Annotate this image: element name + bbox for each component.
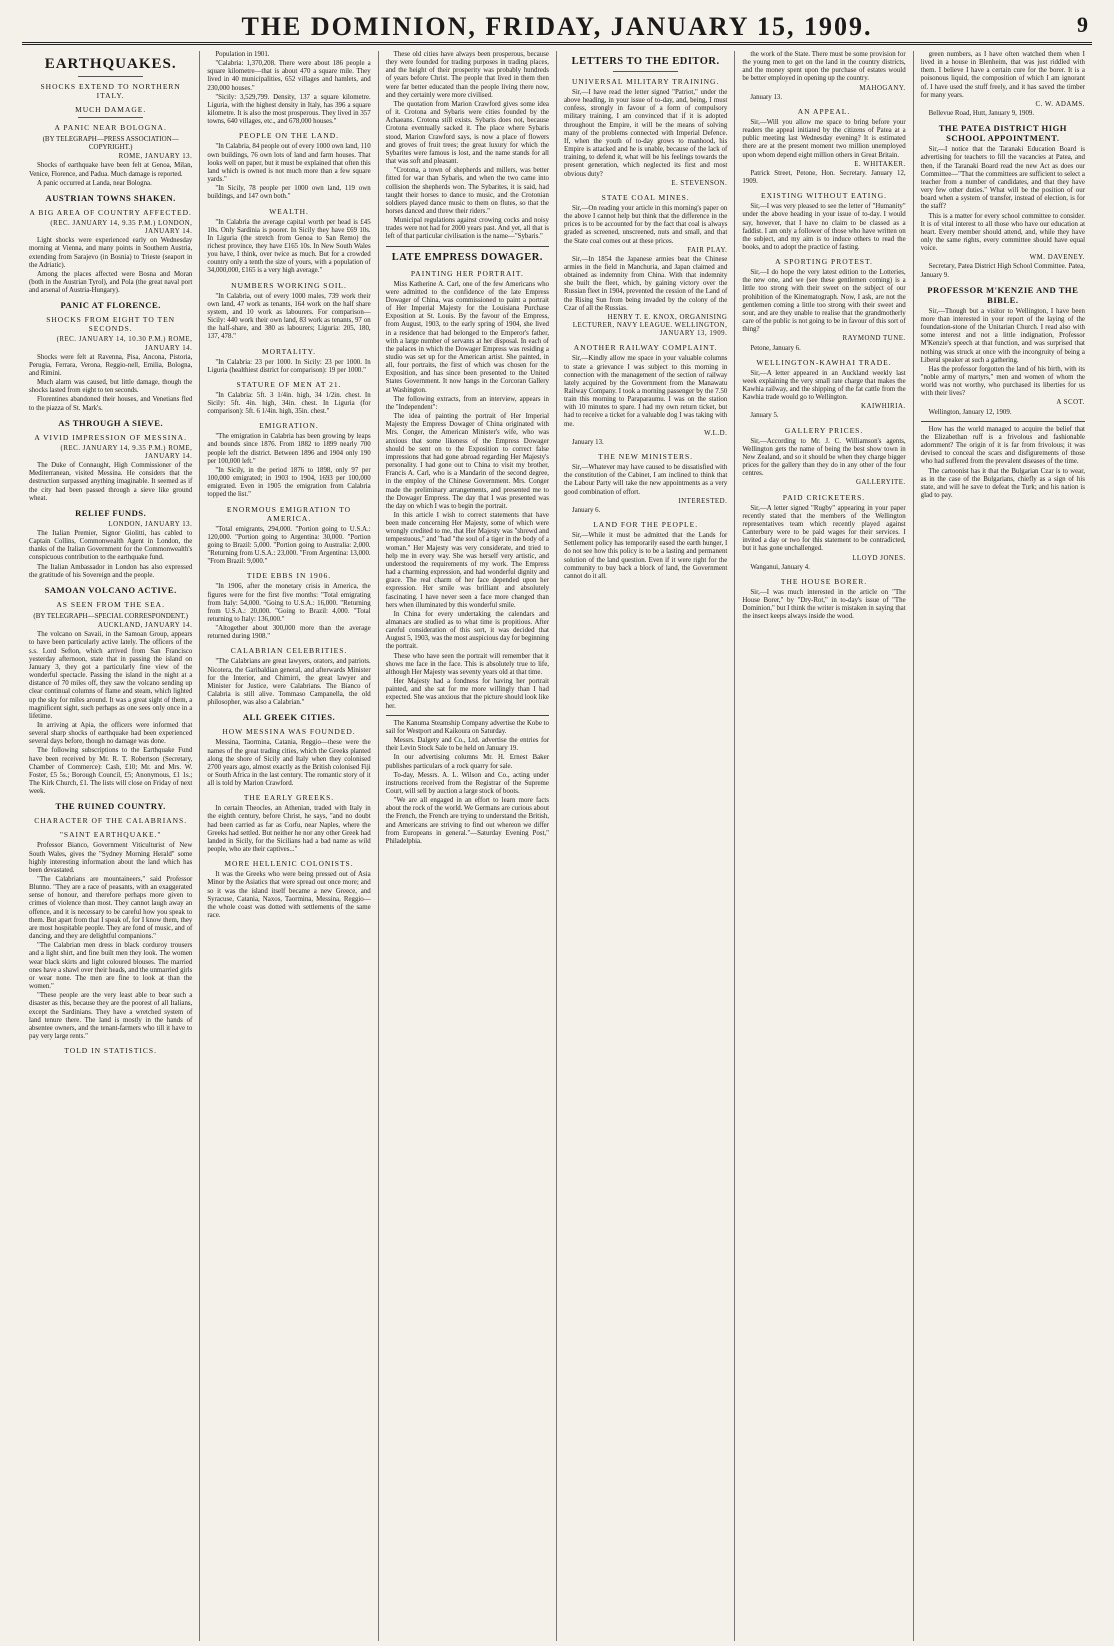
paragraph: Light shocks were experienced early on Wednesday morning at Vienna, and many points in Southern Austria, extending from Sarajevo (in Bosnia) to Trieste (seaport in the Adriatic). xyxy=(29,237,193,269)
column-4 xyxy=(557,51,735,1641)
column-1 xyxy=(22,51,200,1641)
subheading: A PANIC NEAR BOLOGNA. xyxy=(54,123,167,132)
paragraph: The idea of painting the portrait of Her Imperial Majesty the Empress Dowager of China originated with Mrs. Conger, the American Minister's wife, who was anxious that some likeness of the Empress Dowager should be sent on to the Exposition to correct false impressions that had gone abroad regarding Her Majesty's personality. I had gone out to China to visit my brother, Francis A. Carl, who is a Mandarin of the second degree, in the employ of the Chinese Government. Mrs. Conger made the preliminary arrangements, and presented me to the Dowager Empress. The day that I was presented was the day on which I was to begin the portrait. xyxy=(385,413,549,510)
paragraph: Miss Katherine A. Carl, one of the few Americans who were admitted to the confidence of the late Empress Dowager of China, was commissioned to paint a portrait of Her Imperial Majesty for the Louisiana Purchase Exposition at St. Louis. By the favour of the Empress, from August, 1903, to the early spring of 1904, she lived in a residence that had belonged to the Emperor's father, with a large number of servants at her disposal. In each of the palaces in which the Dowager Empress was residing a studio was set up for the American artist. She painted, in all, four portraits, the first of which was chosen for the Exposition, and has since been presented to the United States Government. It now hangs in the Corcoran Gallery at Washington. xyxy=(385,280,549,394)
paragraph: The quotation from Marion Crawford gives some idea of it. Crotona and Sybaris were cities founded by the Achaeans. Crotona still exists. Sybaris does not, because Crotona eventually sacked it. The place where Sybaris stood, Marion Crawford says, is now a place of flowers and groves of fruit trees; the great luxury for which the Sybarites were famous is lost, and the name stands for all that was soft and pleasant. xyxy=(385,100,549,166)
dateline: Wellington, January 12, 1909. xyxy=(928,408,1012,416)
paragraph: Her Majesty had a fondness for having her portrait painted, and she sat for me more willingly than I had expected. She was anxious that the picture should look like her. xyxy=(385,678,549,710)
dateline: Wanganui, January 4. xyxy=(750,563,810,571)
subheading: ANOTHER RAILWAY COMPLAINT. xyxy=(573,343,718,353)
dateline: January 13. xyxy=(571,438,604,446)
paragraph: Messrs. Dalgety and Co., Ltd. advertise the entries for their Levin Stock Sale to be held on January 19. xyxy=(385,737,549,753)
paragraph: Among the places affected were Bosna and Moran (both in the Austrian Tyrol), and Pola (the great naval port and arsenal of Austria-Hungary). xyxy=(29,270,193,295)
column-2 xyxy=(200,51,378,1641)
columns xyxy=(22,51,1092,1641)
dateline: Secretary, Patea District High School Committee. Patea, January 9. xyxy=(920,263,1085,279)
paragraph: Sir,—A letter appeared in an Auckland weekly last week explaining the very small rate charge that makes the Kawhia railway, and the shipping of the fat cattle from the Kawhia trade would go to Wellington. xyxy=(742,369,906,402)
paragraph: "Calabria: 1,370,208. There were about 186 people a square kilometre—that is about 470 a square mile. They lived in 40 municipalities, 652 villages and hamlets, and 230,000 houses." xyxy=(207,60,371,92)
signature: A SCOT. xyxy=(1056,399,1085,407)
signature: WM. DAVENEY. xyxy=(1029,254,1085,262)
paragraph: Sir,—I notice that the Taranaki Education Board is advertising for teachers to fill the vacancies at Patea, and then, if the Taranaki Board read the new Act as does our Committee—"That the committees are sufficient to select a teacher from a number of candidates, and that they have very few other duties." What will be the position of our board when a system of transfer, instead of election, is for the staff? xyxy=(920,146,1085,211)
subheading: EXISTING WITHOUT EATING. xyxy=(760,191,887,201)
subheading: ALL GREEK CITIES. xyxy=(242,712,336,723)
subheading: A SPORTING PROTEST. xyxy=(775,257,873,267)
section-heading-earthquakes: EARTHQUAKES. xyxy=(44,56,177,72)
page-number: 9 xyxy=(1077,12,1088,37)
paragraph: "In Calabria, 84 people out of every 1000 own land, 110 own buildings, 76 own lots of land and farm houses. That looks well on paper, but it must be explained that often this land which is owned is not much more than a few square yards." xyxy=(207,143,371,184)
paragraph: "In Sicily, 78 people per 1000 own land, 119 own buildings, and 147 own both." xyxy=(207,185,371,201)
subheading: PANIC AT FLORENCE. xyxy=(60,300,161,311)
paragraph: In China for every undertaking the calendars and almanacs are studied as to what time is propitious. After careful consideration of this sort, it was decided that August 5, 1903, was the most auspicious day for beginning the portrait. xyxy=(385,610,549,651)
signature: RAYMOND TUNE. xyxy=(842,335,906,343)
subheading: TIDE EBBS IN 1906. xyxy=(246,571,332,581)
dateline: January 13. xyxy=(750,93,783,101)
paragraph: Much alarm was caused, but little damage, though the shocks lasted from eight to ten seconds. xyxy=(29,379,193,395)
subheading: MORTALITY. xyxy=(261,346,316,356)
subheading: NUMBERS WORKING SOIL. xyxy=(231,280,347,290)
paragraph: In certain Theocles, an Athenian, traded with Italy in the eighth century, before Christ, he says, "and no doubt had been carried as far as Corfu, near Naples, where the Greeks had settled. But neither he nor any other Greek had landed in Sicily, for the Sicilians had a bad name as wild people, who ate their captives..." xyxy=(207,805,371,854)
dateline: January 6. xyxy=(571,506,601,514)
signature: LLOYD JONES. xyxy=(852,554,906,562)
dateline: January 5. xyxy=(750,412,779,420)
paragraph: "Sicily: 3,529,799. Density, 137 a square kilometre. Liguria, with the highest density in Italy, has 396 a square kilometre. It is also the most prosperous. They lived in 357 towns, 640 villages, etc., and 678,000 houses." xyxy=(207,93,371,126)
subheading: EMIGRATION. xyxy=(259,421,319,431)
paragraph: "The Calabrians are great lawyers, orators, and patriots. Nicotera, the Garibaldian general, and afterwards Minister for the Interior, and Chimirri, the great lawyer and Minister for Justice, were Calabrians. The Bianco of Calabria is still alive. Tommaso Campanella, the old philosopher, was also a Calabrian." xyxy=(207,658,371,707)
subheading: SAMOAN VOLCANO ACTIVE. xyxy=(44,584,177,595)
subheading: WEALTH. xyxy=(269,206,309,216)
subheading: THE PATEA DISTRICT HIGH SCHOOL APPOINTMENT. xyxy=(938,123,1067,144)
paragraph: Sir,—I was very pleased to see the letter of "Humanity" under the above heading in your issue of to-day. I would say, however, that I have no claim to be classed as a faddist. I am only a follower of those who have written on the subject, and my aim is to induce others to read the books, and to adopt the practice of fasting. xyxy=(742,203,906,251)
paragraph: "In Calabria: 5ft. 3 1/4in. high, 34 1/2in. chest. In Sicily: 5ft. 4in. high, 34in. chest. In Liguria (for comparison): 5ft. 6 1/4in. high, 35in. chest." xyxy=(207,391,371,416)
dateline: LONDON, JANUARY 13. xyxy=(108,520,193,528)
byline: (BY TELEGRAPH—SPECIAL CORRESPONDENT.) xyxy=(33,611,188,620)
paragraph: How has the world managed to acquire the belief that the Elizabethan ruff is a frivolous and fashionable adornment? The origin of it is far from frivolous; it was devised to conceal the scars and disfigurements of those who had suffered from the prevalent diseases of the time. xyxy=(920,425,1085,466)
subheading: PAID CRICKETERS. xyxy=(782,492,866,502)
paragraph: To-day, Messrs. A. L. Wilson and Co., acting under instructions received from the Registrar of the Supreme Court, will sell by auction a large stock of boots. xyxy=(385,771,549,795)
dateline: Petone, January 6. xyxy=(750,344,801,352)
subheading: ENORMOUS EMIGRATION TO AMERICA. xyxy=(226,504,352,523)
signature: INTERESTED. xyxy=(678,497,728,505)
dateline: (REC. JANUARY 14, 10.30 P.M.) ROME, JANUARY 14. xyxy=(56,336,193,352)
paragraph: "The Calabrians are mountaineers," said Professor Blunno. "They are a race of peasants, with an exaggerated sense of honour, and therefore perhaps more given to crimes of violence than most. They cannot laugh away an offence, and it is necessary to be careful how you speak to them. But apart from that I speak of, for I know them, they are most hospitable people. They are fond of music, and of dancing, and they are delightful companions." xyxy=(29,876,193,941)
paragraph: "Total emigrants, 294,000. "Portion going to U.S.A.: 120,000. "Portion going to Argentina: 30,000. "Portion going to Brazil: 5,000. "Portion going to Australia: 2,000. "Returning from U.S.A.: 23,000. "From Argentina: 13,000. "From Brazil: 9,000." xyxy=(207,525,371,566)
paragraph: Has the professor forgotten the land of his birth, with its "noble army of martyrs," men and women of whom the world was not worthy, who purchased its liberties for us with their lives? xyxy=(920,365,1085,398)
signature: E. STEVENSON. xyxy=(671,179,728,187)
paragraph: Sir,—In 1854 the Japanese armies beat the Chinese armies in the field in Manchuria, and Japan claimed and obtained as indemnity from China. With that indemnity she built the fleet, which, by gaining victory over the Russian fleet in 1904, prevented the cession of the Land of the Rising Sun from being invaded by the colony of the Czar of all the Russias. xyxy=(563,255,728,312)
subheading: THE RUINED COUNTRY. xyxy=(55,801,166,812)
dateline: AUCKLAND, JANUARY 14. xyxy=(97,622,193,630)
signature: KAIWHIRIA. xyxy=(861,403,906,411)
subheading: PEOPLE ON THE LAND. xyxy=(238,131,340,141)
subheading: PROFESSOR M'KENZIE AND THE BIBLE. xyxy=(927,284,1079,305)
paragraph: These old cities have always been prosperous, because they were founded for trading purposes in trading places, and the height of their prosperity was probably hundreds of years before Christ. The people that lived in them then were far better educated than the people living there now, and they certainly were more civilised. xyxy=(385,51,549,99)
subheading: MORE HELLENIC COLONISTS. xyxy=(224,859,354,869)
subheading: MUCH DAMAGE. xyxy=(75,105,147,114)
paragraph: Population in 1901. xyxy=(215,51,270,58)
paragraph: The Duke of Connaught, High Commissioner of the Mediterranean, visited Messina. He considers that the destruction surpassed anything imaginable. It seemed as if the city had been passed through a sieve like ground wheat. xyxy=(29,462,193,502)
paragraph: In our advertising columns Mr. H. Ernest Baker publishes particulars of a rock quarry for sale. xyxy=(385,754,549,770)
byline: (BY TELEGRAPH—PRESS ASSOCIATION—COPYRIGHT.) xyxy=(42,135,179,152)
subheading: A VIVID IMPRESSION OF MESSINA. xyxy=(34,432,187,442)
paragraph: The Italian Ambassador in London has also expressed the gratitude of his Sovereign and the people. xyxy=(29,563,193,579)
paragraph: Sir,—While it must be admitted that the Lands for Settlement policy has temporarily eased the earth hunger, I do not see how this policy is to be a lasting and permanent solution of the land question. Even if it were right for the community to buy back a block of land, the Government cannot do it all. xyxy=(563,532,728,580)
section-heading-empress: LATE EMPRESS DOWAGER. xyxy=(391,251,543,263)
subheading: LAND FOR THE PEOPLE. xyxy=(593,520,699,530)
subheading: "SAINT EARTHQUAKE." xyxy=(59,830,162,840)
masthead-title: THE DOMINION, FRIDAY, JANUARY 15, 1909. xyxy=(241,12,873,41)
paragraph: "We are all engaged in an effort to learn more facts about the rock of the world. We Germans are curious about the French, the French are trying to understand the British, and Americans are striving to find out whereon we differ from Europeans in general."—Saturday Evening Post," Philadelphia. xyxy=(385,797,549,845)
subheading: A BIG AREA OF COUNTRY AFFECTED. xyxy=(29,207,192,217)
paragraph: "In Calabria: 23 per 1000. In Sicily: 23 per 1000. In Liguria (healthiest district for comparison): 19 per 1000." xyxy=(207,358,371,374)
paragraph: The following subscriptions to the Earthquake Fund have been received by Mr. R. T. Robertson (Secretary, Chamber of Commerce): Cash, £10; Mr. and Mrs. W. Foster, £5 5s.; Borough Council, £5; Anonymous, £1 1s.; The Kirk Church, £1. The lists will close on Friday of next week. xyxy=(29,747,193,796)
column-3 xyxy=(379,51,557,1641)
paragraph: Sir,—On reading your article in this morning's paper on the above I cannot help but think that the difference in the prices is to be accounted for by the fact that coal is always graded as screened, unscreened, nuts and small, and that the State coal comes out at these prices. xyxy=(563,204,728,245)
column-6 xyxy=(914,51,1092,1641)
paragraph: "Crotona, a town of shepherds and millers, was better fitted for war than Sybaris, and when the two came into collision the shepherds won. The Sybarites, it is said, had taught their horses to dance to music, and the Crotonian soldiers played dance music to them on flutes, so that the horses danced and threw their riders." xyxy=(385,167,549,215)
paragraph: green numbers, as I have often watched them when I lived in a house in Blenheim, that was just riddled with them. I believe I have a certain cure for the borer. It is a poisonous liquid, the composition of which I am ignorant of. I have used the stuff freely, and it has saved the timber for many years. xyxy=(920,51,1085,99)
paragraph: Municipal regulations against crowing cocks and noisy trades were not had for 2000 years past. And yet, all that is left of that particular civilisation is the name—"Sybaris." xyxy=(385,217,549,241)
paragraph: Shocks of earthquake have been felt at Genoa, Milan, Venice, Florence, and Padua. Much damage is reported. xyxy=(29,162,193,178)
subheading: STATE COAL MINES. xyxy=(601,192,690,202)
paragraph: "In Calabria, out of every 1000 males, 739 work their own land, 47 work as tenants, 164 work on the half share system, and 10 work as labourers. For comparison—Sicily: 440 work their own land, 83 work as tenants, 97 on the half-share, and 380 as labourers; Liguria: 205, 180, 137, 478." xyxy=(207,292,371,341)
subheading: THE HOUSE BORER. xyxy=(780,576,868,586)
subheading: HOW MESSINA WAS FOUNDED. xyxy=(222,727,356,737)
paragraph: Sir,—I do hope the very latest edition to the Lotteries, the new one, and we (see these gentlemen coming) is a little too strong with their sweet on the subject of our prohibition of the Kinematograph. Now, I ask, are not the gentlemen coming a little too strong with their sweet and sour, and are they unable to realise that the grandmotherly care of the public is not going to be in favour of this sort of thing? xyxy=(742,269,906,334)
subheading: AN APPEAL. xyxy=(797,106,851,116)
dateline: ROME, JANUARY 13. xyxy=(118,153,193,161)
paragraph: Sir,—Will you allow me space to bring before your readers the appeal initiated by the citizens of Patea at a public meeting last Wednesday evening? It is estimated there are at the present moment two million unemployed upon whom depend eight million others in Great Britain. xyxy=(742,118,906,159)
subheading: STATURE OF MEN AT 21. xyxy=(236,379,342,389)
column-5 xyxy=(735,51,913,1641)
paragraph: A panic occurred at Landa, near Bologna. xyxy=(37,179,152,187)
paragraph: In arriving at Apia, the officers were informed that several sharp shocks of earthquake had been experienced several days before, though no damage was done. xyxy=(29,721,193,746)
signature: HENRY T. E. KNOX, ORGANISING LECTURER, NAVY LEAGUE. WELLINGTON, JANUARY 13, 1909. xyxy=(572,313,728,338)
paragraph: Sir,—I have read the letter signed "Patriot," under the above heading, in your issue of to-day, and, being, I must confess, strongly in favour of a form of compulsory military training, I am convinced that if it is adopted throughout the Empire, it will be the means of solving many of the problems connected with Imperial Defence. If, when the youth of to-day grows to manhood, his Empire is attacked and he is unable, because of the lack of training, to defend it, what will be his feelings towards the present generation, which neglected its first and most obvious duty? xyxy=(563,89,728,178)
paragraph: Professor Bianco, Government Viticulturist of New South Wales, gives the "Sydney Morning Herald" some highly interesting information about the land which has been devastated. xyxy=(29,842,193,874)
subheading: UNIVERSAL MILITARY TRAINING. xyxy=(571,77,720,86)
paragraph: "In Calabria the average capital worth per head is £45 10s. Only Sardinia is poorer. In Sicily they have £69 10s. In Liguria (the stretch from Genoa to San Remo) the richest province, they have £165 10s. In New South Wales you have, I think, over twice as much. But for a crowded country only a tenth the size of yours, with a population of 34,000,000, £165 is a very high average." xyxy=(207,218,371,275)
section-heading-letters: LETTERS TO THE EDITOR. xyxy=(571,56,720,67)
signature: MAHOGANY. xyxy=(859,84,906,92)
subheading: TOLD IN STATISTICS. xyxy=(64,1046,157,1056)
subheading: CALABRIAN CELEBRITIES. xyxy=(230,646,348,656)
paragraph: The following extracts, from an interview, appears in the "Independent": xyxy=(385,395,549,411)
paragraph: "In 1906, after the monetary crisis in America, the figures were for the first five months: "Total emigrating from Italy: 54,000. "Going to U.S.A.: 16,000. "Returning from U.S.A.: 20,000. "Going to Brazil: 4,000. "Total returning to Italy: 136,000." xyxy=(207,583,371,623)
dateline: Bellevue Road, Hutt, January 9, 1909. xyxy=(928,110,1035,118)
paragraph: "Altogether about 300,000 more than the average returned during 1908." xyxy=(207,625,371,641)
paragraph: Sir,—Though but a visitor to Wellington, I have been more than interested in your report of the laying of the foundation-stone of the Unitarian Church. I read also with some interest and not a little indignation, Professor M'Kenzie's speech at that function, and was surprised that nothing was struck at once with the incongruity of being a Liberal speaker at such a gathering. xyxy=(920,307,1085,364)
paragraph: These who have seen the portrait will remember that it shows me face in the face. This is absolutely true to life, although Her Majesty was seventy years old at that time. xyxy=(385,652,549,676)
signature: E. WHITAKER. xyxy=(854,160,906,168)
masthead xyxy=(22,8,1092,45)
subheading: AS THROUGH A SIEVE. xyxy=(58,417,164,428)
subheading: WELLINGTON-KAWHAI TRADE. xyxy=(756,357,892,367)
paragraph: The Kanuma Steamship Company advertise the Kobe to sail for Westport and Kaikoura on Saturday. xyxy=(385,719,549,735)
dateline: (REC. JANUARY 14, 9.35 P.M.) ROME, JANUARY 14. xyxy=(60,444,193,460)
paragraph: Messina, Taormina, Catania, Reggio—these were the names of the great trading cities, which the Greeks planted along the shore of Sicily and Italy when they colonised 2700 years ago, almost exactly as the British colonised Fiji or South Africa in the last century. The romantic story of it all is told by Marion Crawford. xyxy=(207,739,371,788)
signature: GALLERYITE. xyxy=(855,479,906,487)
subheading: AS SEEN FROM THE SEA. xyxy=(56,599,165,609)
subheading: SHOCKS EXTEND TO NORTHERN ITALY. xyxy=(40,82,181,100)
paragraph: Sir,—Whatever may have caused to be dissatisfied with the constitution of the Cabinet, I am inclined to think that the Labour Party will take the new appointments as a very good combination of effort. xyxy=(563,464,728,496)
signature: FAIR PLAY. xyxy=(687,246,728,254)
paragraph: Sir,—A letter signed "Rugby" appearing in your paper recently stated that the members of the Wellington representatives team which recently played against Canterbury were to be paid wages for their services. I invited a day or two for this statement to be contradicted, but it has gone unchallenged. xyxy=(742,504,906,553)
subheading: RELIEF FUNDS. xyxy=(75,507,147,518)
paragraph: Shocks were felt at Ravenna, Pisa, Ancona, Pistoria, Perugia, Ferrara, Verona, Reggio-nell, Emilia, Bologna, and Rimini. xyxy=(29,353,193,377)
paragraph: the work of the State. There must be some provision for the young men to get on the land in the country districts, and the money spent upon the purchase of estates would be better employed in opening up the country. xyxy=(742,51,906,83)
subheading: SHOCKS FROM EIGHT TO TEN SECONDS. xyxy=(46,315,176,334)
subheading: PAINTING HER PORTRAIT. xyxy=(410,268,524,278)
paragraph: The volcano on Savaii, in the Samoan Group, appears to have been particularly active lately. The officers of the s.s. Lord Sefton, which arrived from San Francisco yesterday afternoon, state that in passing the island on January 3, they got a particularly fine view of the wonderful spectacle. Passing the island in the night at a distance of 70 miles off, they saw the volcano sending up clear continual columns of flame and steam, which lighted up the sky for miles around. It was a great sight of them, a magnificent sight, such perhaps as one sees only once in a lifetime. xyxy=(29,631,193,720)
paragraph: Sir,—I was much interested in the article on "The House Borer," by "Dry-Rot," in to-day's issue of "The Dominion," but I think the writer is mistaken in saying that the insect keeps always inside the wood. xyxy=(742,588,906,621)
dateline: Patrick Street, Petone, Hon. Secretary. January 12, 1909. xyxy=(742,169,906,186)
signature: W.L.D. xyxy=(704,429,728,437)
paragraph: "The emigration in Calabria has been growing by leaps and bounds since 1876. From 1882 to 1899 nearly 700 people left the district. Between 1896 and 1904 only 190 per 100,000 left." xyxy=(207,433,371,465)
paragraph: It was the Greeks who were being pressed out of Asia Minor by the Asiatics that were spread out once more; and so it was the island itself became a new Greece, and Syracuse, Catania, Naxos, Taormina, Messina, Reggio—the whole coast was dotted with settlements of the same race. xyxy=(207,871,371,920)
subheading: THE NEW MINISTERS. xyxy=(598,452,694,462)
paragraph: The cartoonist has it that the Bulgarian Czar is to wear, as in the case of the Bulgarians, chiefly as a sign of his state, and will he save to defeat the Turk; and his nation is glad to pay. xyxy=(920,467,1085,500)
dateline: (REC. JANUARY 14, 9.35 P.M.) LONDON, JANUARY 14. xyxy=(50,219,193,236)
paragraph: "The Calabrian men dress in black corduroy trousers and a light shirt, and fine built men they look. The women wear black skirts and light coloured blouses. The married ones have a shawl over their heads, and the unmarried girls or wear none. The men are fine to look at than the women." xyxy=(29,942,193,991)
subheading: GALLERY PRICES. xyxy=(784,425,864,435)
paragraph: "In Sicily, in the period 1876 to 1898, only 97 per 100,000 emigrated; in 1903 to 1904, 1693 per 100,000 emigrated. Even in 1905 the emigration from Calabria topped the list." xyxy=(207,466,371,499)
paragraph: Sir,—Kindly allow me space in your valuable columns to state a grievance I was subject to this morning in connection with the management of the section of railway lately acquired by the Government from the Manawatu Railway Company. I took a morning passenger by the 7.50 train this morning to Paraparaumu. I was on the station with 10 minutes to spare. I had my own return ticket, but had to receive a ticket for a valuable dog I was taking with me. xyxy=(563,355,728,428)
paragraph: Sir,—According to Mr. J. C. Williamson's agents, Wellington gets the name of being the best show town in New Zealand, and so it should be when they charge bigger prices for the gallery than they do in any other of the four centres. xyxy=(742,437,906,478)
subheading: THE EARLY GREEKS. xyxy=(243,793,335,803)
subheading: AUSTRIAN TOWNS SHAKEN. xyxy=(45,192,176,203)
paragraph: The Italian Premier, Signor Giolitti, has cabled to Captain Collins, Commonwealth Agent in London, the thanks of the Italian Government for the Commonwealth's conspicuous contribution to the earthquake fund. xyxy=(29,530,193,562)
paragraph: This is a matter for every school committee to consider. It is of vital interest to all those who have our education at heart. Every member should attend, and, while they have only the same rights, every committee should have equal voice. xyxy=(920,212,1085,253)
paragraph: In this article I wish to correct statements that have been made concerning Her Majesty, some of which were wrongly credited to me, that Her Majesty was "shrewd and tempestuous," and "had "the soul of a tiger in the body of a woman." Her Majesty was very considerate, and tried to help me in every way. She was herself very artistic, and understood the requirements of my work. The Empress had a charming expression, and had wonderful dignity and grace. The real charm of her face depended upon her expression. Her smile was brilliant and absolutely fascinating. I have never seen a face more changed than hers when illuminated by this wonderful smile. xyxy=(385,511,549,609)
signature: C. W. ADAMS. xyxy=(1035,100,1085,108)
subheading: CHARACTER OF THE CALABRIANS. xyxy=(34,816,188,826)
paragraph: "These people are the very least able to bear such a disaster as this, because they are the poorest of all Italians, except the Sardinians. They have a wretched system of land tenure there. The land is mostly in the hands of absentee owners, and the tenant-farmers who till it have to pay very large rents." xyxy=(29,992,193,1040)
paragraph: Florentines abandoned their houses, and Venetians fled to the piazza of St. Mark's. xyxy=(29,396,193,412)
